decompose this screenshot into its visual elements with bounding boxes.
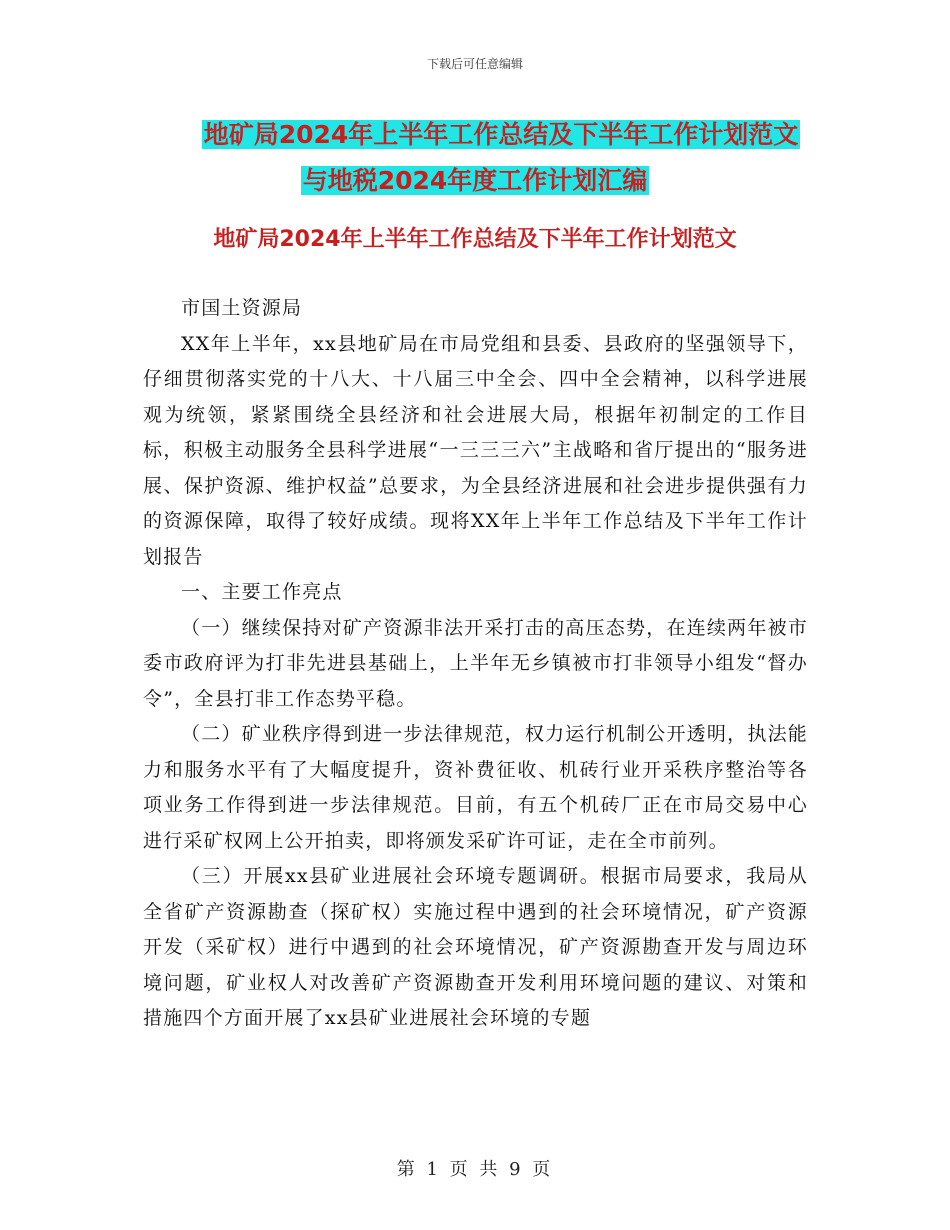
section-title: 地矿局2024年上半年工作总结及下半年工作计划范文: [213, 227, 737, 252]
document-title: [0, 112, 950, 204]
paragraph-item-2: （二）矿业秩序得到进一步法律规范，权力运行机制公开透明，执法能力和服务水平有了大幅度提升，资补费征收、机砖行业开采秩序整治等各项业务工作得到进一步法律规范。目前，有五个机砖厂正在市局交易中心进行采矿权网上公开拍卖，即将颁发采矿许可证，走在全市前列。: [143, 723, 808, 852]
paragraph-item-1: （一）继续保持对矿产资源非法开采打击的高压态势，在连续两年被市委市政府评为打非先进县基础上，上半年无乡镇被市打非领导小组发“督办令”，全县打非工作态势平稳。: [143, 616, 808, 710]
paragraph-addressee: 市国土资源局: [181, 297, 303, 319]
header-note: 下载后可任意编辑: [426, 57, 523, 71]
title-line-2: 与地税2024年度工作计划汇编: [302, 166, 648, 195]
title-line-1: 地矿局2024年上半年工作总结及下半年工作计划范文: [203, 120, 799, 149]
document-body: [143, 291, 808, 1037]
page-footer: 第 1 页 共 9 页: [396, 1159, 554, 1180]
paragraph-heading-highlights: 一、主要工作亮点: [181, 581, 343, 603]
paragraph-intro: XX年上半年，xx县地矿局在市局党组和县委、县政府的坚强领导下，仔细贯彻落实党的十八大、十八届三中全会、四中全会精神，以科学进展观为统领，紧紧围绕全县经济和社会进展大局，根据年初制定的工作目标，积极主动服务全县科学进展“一三三三六”主战略和省厅提出的“服务进展、保护资源、维护权益”总要求，为全县经济进展和社会进步提供强有力的资源保障，取得了较好成绩。现将XX年上半年工作总结及下半年工作计划报告: [143, 332, 808, 568]
paragraph-item-3: （三）开展xx县矿业进展社会环境专题调研。根据市局要求，我局从全省矿产资源勘查（探矿权）实施过程中遇到的社会环境情况，矿产资源开发（采矿权）进行中遇到的社会环境情况，矿产资源勘查开发与周边环境问题，矿业权人对改善矿产资源勘查开发利用环境问题的建议、对策和措施四个方面开展了xx县矿业进展社会环境的专题: [143, 865, 808, 1029]
